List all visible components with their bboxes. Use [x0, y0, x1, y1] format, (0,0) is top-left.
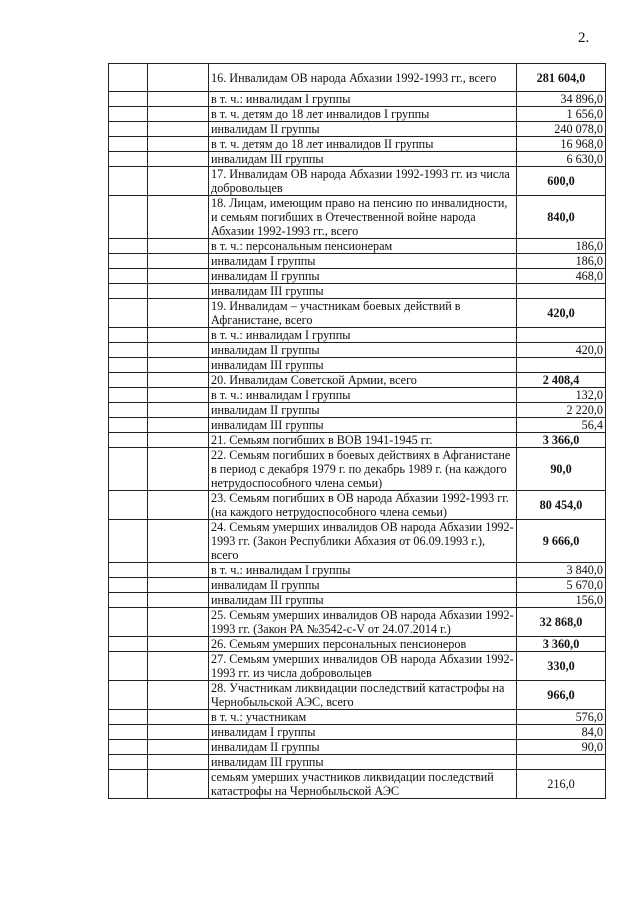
row-description: в т. ч.: инвалидам I группы — [209, 328, 517, 343]
row-code-cell — [109, 403, 148, 418]
table-row — [109, 755, 606, 770]
row-code-cell — [109, 343, 148, 358]
table-row — [109, 373, 606, 388]
row-code-cell — [109, 681, 148, 710]
row-description: инвалидам II группы — [209, 578, 517, 593]
row-description: в т. ч.: инвалидам I группы — [209, 92, 517, 107]
row-subcode-cell — [148, 403, 209, 418]
row-description: 20. Инвалидам Советской Армии, всего — [209, 373, 517, 388]
table-row — [109, 107, 606, 122]
table-row — [109, 593, 606, 608]
row-amount: 3 360,0 — [517, 637, 606, 652]
row-amount: 240 078,0 — [517, 122, 606, 137]
row-amount: 2 220,0 — [517, 403, 606, 418]
row-amount: 840,0 — [517, 196, 606, 239]
row-subcode-cell — [148, 167, 209, 196]
row-code-cell — [109, 373, 148, 388]
row-amount: 80 454,0 — [517, 491, 606, 520]
table-row — [109, 239, 606, 254]
row-description: в т. ч.: инвалидам I группы — [209, 563, 517, 578]
row-code-cell — [109, 254, 148, 269]
page-number: 2. — [578, 30, 590, 46]
row-description: в т. ч.: инвалидам I группы — [209, 388, 517, 403]
row-description: инвалидам III группы — [209, 593, 517, 608]
row-description: инвалидам II группы — [209, 403, 517, 418]
row-subcode-cell — [148, 284, 209, 299]
row-description: в т. ч.: участникам — [209, 710, 517, 725]
row-code-cell — [109, 196, 148, 239]
row-code-cell — [109, 725, 148, 740]
row-amount: 90,0 — [517, 740, 606, 755]
row-amount — [517, 284, 606, 299]
table-row — [109, 284, 606, 299]
row-amount: 576,0 — [517, 710, 606, 725]
row-code-cell — [109, 152, 148, 167]
row-description: инвалидам III группы — [209, 358, 517, 373]
table-row — [109, 122, 606, 137]
row-subcode-cell — [148, 563, 209, 578]
row-amount: 3 366,0 — [517, 433, 606, 448]
row-subcode-cell — [148, 373, 209, 388]
row-code-cell — [109, 740, 148, 755]
row-amount: 281 604,0 — [517, 64, 606, 92]
table-row — [109, 725, 606, 740]
row-subcode-cell — [148, 755, 209, 770]
row-code-cell — [109, 433, 148, 448]
table-body — [109, 64, 606, 799]
row-subcode-cell — [148, 299, 209, 328]
row-amount: 5 670,0 — [517, 578, 606, 593]
row-code-cell — [109, 448, 148, 491]
row-amount: 186,0 — [517, 239, 606, 254]
row-amount: 216,0 — [517, 770, 606, 799]
table-row — [109, 358, 606, 373]
table-row — [109, 740, 606, 755]
row-code-cell — [109, 637, 148, 652]
row-amount: 9 666,0 — [517, 520, 606, 563]
row-code-cell — [109, 770, 148, 799]
row-amount: 186,0 — [517, 254, 606, 269]
row-amount: 1 656,0 — [517, 107, 606, 122]
row-amount: 468,0 — [517, 269, 606, 284]
row-code-cell — [109, 608, 148, 637]
table-row — [109, 520, 606, 563]
row-description: инвалидам II группы — [209, 343, 517, 358]
row-subcode-cell — [148, 520, 209, 563]
row-description: инвалидам I группы — [209, 254, 517, 269]
row-subcode-cell — [148, 343, 209, 358]
row-amount — [517, 358, 606, 373]
row-code-cell — [109, 107, 148, 122]
table-row — [109, 770, 606, 799]
row-code-cell — [109, 299, 148, 328]
row-description: инвалидам II группы — [209, 122, 517, 137]
row-amount: 132,0 — [517, 388, 606, 403]
row-subcode-cell — [148, 328, 209, 343]
row-amount: 84,0 — [517, 725, 606, 740]
table-row — [109, 152, 606, 167]
row-description: 28. Участникам ликвидации последствий катастрофы на Чернобыльской АЭС, всего — [209, 681, 517, 710]
row-code-cell — [109, 593, 148, 608]
row-code-cell — [109, 269, 148, 284]
row-code-cell — [109, 578, 148, 593]
row-code-cell — [109, 239, 148, 254]
row-subcode-cell — [148, 652, 209, 681]
row-amount: 34 896,0 — [517, 92, 606, 107]
row-amount: 420,0 — [517, 299, 606, 328]
table-row — [109, 608, 606, 637]
row-description: 24. Семьям умерших инвалидов ОВ народа Абхазии 1992-1993 гг. (Закон Республики Абхазия от 06.09.1993 г.), всего — [209, 520, 517, 563]
table-row — [109, 637, 606, 652]
row-code-cell — [109, 755, 148, 770]
row-description: 16. Инвалидам ОВ народа Абхазии 1992-1993 гг., всего — [209, 64, 517, 92]
row-subcode-cell — [148, 770, 209, 799]
row-code-cell — [109, 137, 148, 152]
row-subcode-cell — [148, 608, 209, 637]
row-code-cell — [109, 122, 148, 137]
row-description: 27. Семьям умерших инвалидов ОВ народа Абхазии 1992-1993 гг. из числа добровольцев — [209, 652, 517, 681]
row-subcode-cell — [148, 137, 209, 152]
row-code-cell — [109, 491, 148, 520]
row-code-cell — [109, 64, 148, 92]
row-description: инвалидам I группы — [209, 725, 517, 740]
row-subcode-cell — [148, 64, 209, 92]
row-amount: 156,0 — [517, 593, 606, 608]
table-row — [109, 196, 606, 239]
row-code-cell — [109, 388, 148, 403]
table-row — [109, 403, 606, 418]
row-description: 23. Семьям погибших в ОВ народа Абхазии 1992-1993 гг. (на каждого нетрудоспособного члена семьи) — [209, 491, 517, 520]
row-description: инвалидам II группы — [209, 269, 517, 284]
table-row — [109, 433, 606, 448]
row-code-cell — [109, 358, 148, 373]
pension-budget-table — [108, 63, 606, 799]
row-code-cell — [109, 418, 148, 433]
table-row — [109, 652, 606, 681]
row-description: инвалидам II группы — [209, 740, 517, 755]
row-amount — [517, 328, 606, 343]
row-subcode-cell — [148, 122, 209, 137]
table-row — [109, 448, 606, 491]
table-row — [109, 418, 606, 433]
row-amount: 3 840,0 — [517, 563, 606, 578]
table-row — [109, 64, 606, 92]
row-subcode-cell — [148, 107, 209, 122]
row-subcode-cell — [148, 710, 209, 725]
row-subcode-cell — [148, 92, 209, 107]
row-code-cell — [109, 167, 148, 196]
table-row — [109, 92, 606, 107]
table-row — [109, 681, 606, 710]
row-amount — [517, 755, 606, 770]
row-description: инвалидам III группы — [209, 284, 517, 299]
row-amount: 966,0 — [517, 681, 606, 710]
table-row — [109, 167, 606, 196]
row-amount: 16 968,0 — [517, 137, 606, 152]
row-code-cell — [109, 520, 148, 563]
table-row — [109, 299, 606, 328]
row-code-cell — [109, 710, 148, 725]
row-subcode-cell — [148, 269, 209, 284]
table-row — [109, 328, 606, 343]
row-subcode-cell — [148, 491, 209, 520]
row-amount: 420,0 — [517, 343, 606, 358]
row-description: инвалидам III группы — [209, 152, 517, 167]
row-description: в т. ч. детям до 18 лет инвалидов II группы — [209, 137, 517, 152]
table-row — [109, 388, 606, 403]
row-description: 26. Семьям умерших персональных пенсионеров — [209, 637, 517, 652]
row-subcode-cell — [148, 681, 209, 710]
row-code-cell — [109, 284, 148, 299]
row-subcode-cell — [148, 254, 209, 269]
row-amount: 600,0 — [517, 167, 606, 196]
row-description: 22. Семьям погибших в боевых действиях в Афганистане в период с декабря 1979 г. по декабрь 1989 г. (на каждого нетрудоспособного члена семьи) — [209, 448, 517, 491]
row-subcode-cell — [148, 593, 209, 608]
row-subcode-cell — [148, 725, 209, 740]
row-code-cell — [109, 652, 148, 681]
row-description: семьям умерших участников ликвидации последствий катастрофы на Чернобыльской АЭС — [209, 770, 517, 799]
row-amount: 2 408,4 — [517, 373, 606, 388]
table-row — [109, 578, 606, 593]
table-row — [109, 254, 606, 269]
row-amount: 90,0 — [517, 448, 606, 491]
row-subcode-cell — [148, 578, 209, 593]
row-subcode-cell — [148, 196, 209, 239]
row-description: 19. Инвалидам – участникам боевых действий в Афганистане, всего — [209, 299, 517, 328]
row-subcode-cell — [148, 637, 209, 652]
table-row — [109, 343, 606, 358]
row-subcode-cell — [148, 388, 209, 403]
row-amount: 56,4 — [517, 418, 606, 433]
row-code-cell — [109, 328, 148, 343]
row-description: 25. Семьям умерших инвалидов ОВ народа Абхазии 1992-1993 гг. (Закон РА №3542-с-V от 24.07.2014 г.) — [209, 608, 517, 637]
row-description: в т. ч. детям до 18 лет инвалидов I группы — [209, 107, 517, 122]
row-amount: 6 630,0 — [517, 152, 606, 167]
row-amount: 330,0 — [517, 652, 606, 681]
table-row — [109, 563, 606, 578]
row-description: инвалидам III группы — [209, 755, 517, 770]
row-description: 17. Инвалидам ОВ народа Абхазии 1992-1993 гг. из числа добровольцев — [209, 167, 517, 196]
row-code-cell — [109, 92, 148, 107]
table-row — [109, 710, 606, 725]
row-subcode-cell — [148, 448, 209, 491]
row-subcode-cell — [148, 239, 209, 254]
row-description: инвалидам III группы — [209, 418, 517, 433]
row-amount: 32 868,0 — [517, 608, 606, 637]
row-subcode-cell — [148, 433, 209, 448]
row-subcode-cell — [148, 152, 209, 167]
row-code-cell — [109, 563, 148, 578]
table-row — [109, 137, 606, 152]
table-row — [109, 491, 606, 520]
row-description: 18. Лицам, имеющим право на пенсию по инвалидности, и семьям погибших в Отечественной войне народа Абхазии 1992-1993 гг., всего — [209, 196, 517, 239]
row-subcode-cell — [148, 418, 209, 433]
row-subcode-cell — [148, 358, 209, 373]
row-description: в т. ч.: персональным пенсионерам — [209, 239, 517, 254]
row-subcode-cell — [148, 740, 209, 755]
table-row — [109, 269, 606, 284]
row-description: 21. Семьям погибших в ВОВ 1941-1945 гг. — [209, 433, 517, 448]
